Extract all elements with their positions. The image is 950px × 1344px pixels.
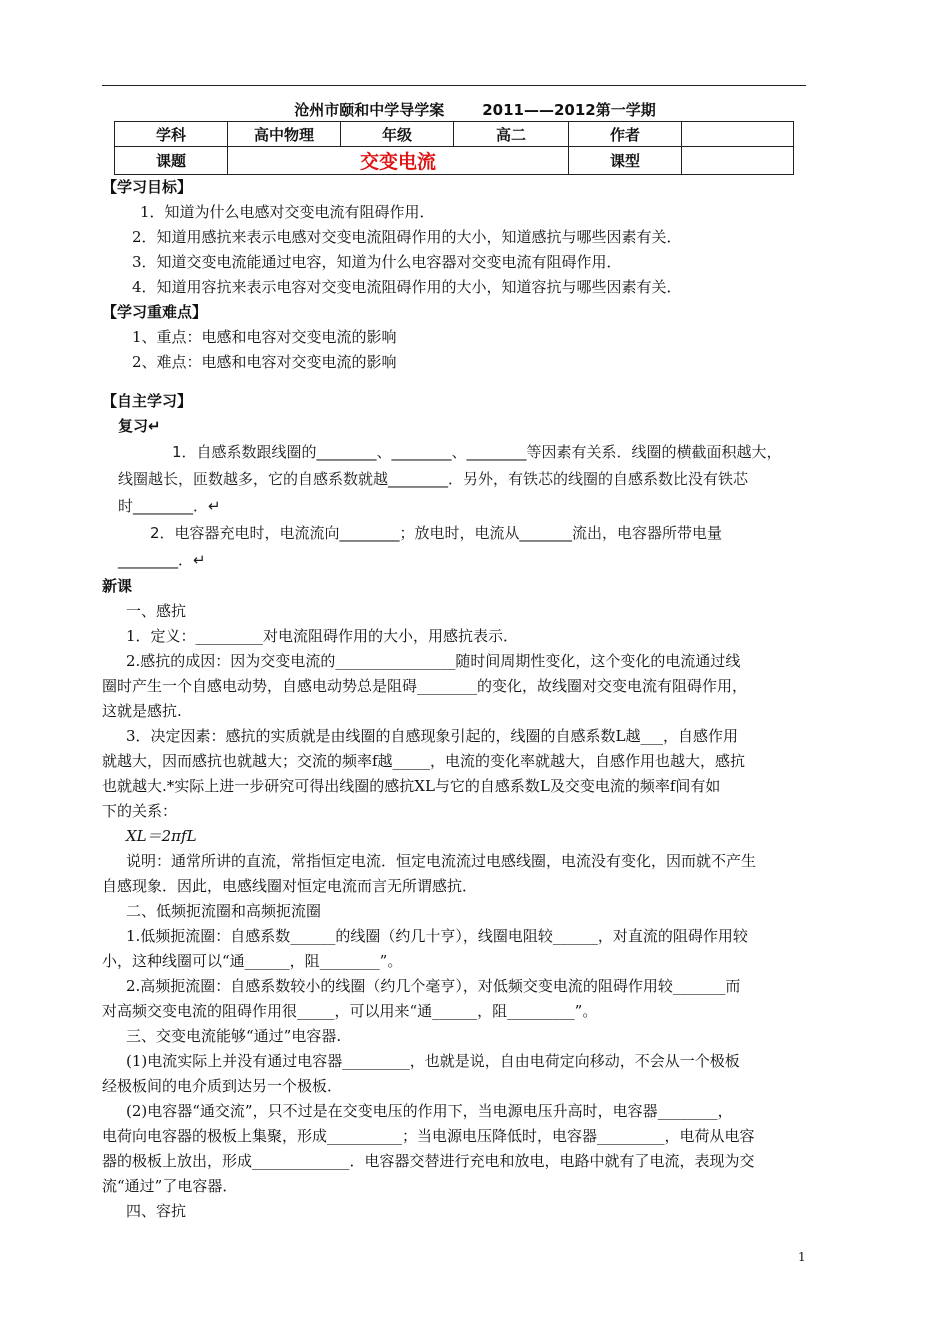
goal-item: 2．知道用感抗来表示电感对交变电流阻碍作用的大小，知道感抗与哪些因素有关． [132,228,682,246]
paragraph-line: (2)电容器“通交流”，只不过是在交变电压的作用下，当电源电压升高时，电容器________， [126,1102,733,1120]
grade-label: 年级 [341,122,454,147]
document-header [0,99,950,120]
self-study-heading: 【自主学习】 [102,392,193,410]
paragraph-line: 电荷向电容器的极板上集聚，形成__________；当电源电压降低时，电容器_________，电荷从电容 [102,1127,755,1145]
paragraph-line: 这就是感抗. [102,702,182,720]
review-label: 复习↵ [118,417,161,435]
paragraph-line: 下的关系： [102,802,178,820]
school-name: 沧州市颐和中学导学案 [294,101,445,119]
document-body [102,175,810,1224]
review-line: 线圈越长，匝数越多，它的自感系数就越________．另外，有铁芯的线圈的自感系数比没有铁芯 [118,470,749,488]
grade-value: 高二 [454,122,569,147]
subject-label: 学科 [115,122,228,147]
paragraph-line: 2.高频扼流圈：自感系数较小的线圈（约几个毫亨），对低频交变电流的阻碍作用较_______而 [126,977,741,995]
key-points-heading: 【学习重难点】 [102,303,208,321]
meta-table [114,121,794,175]
type-label: 课型 [569,147,682,175]
paragraph: 1．定义：_________对电流阻碍作用的大小，用感抗表示． [126,627,519,645]
subject-value: 高中物理 [228,122,341,147]
goal-item: 3．知道交变电流能通过电容，知道为什么电容器对交变电流有阻碍作用． [132,253,622,271]
new-lesson-heading: 新课 [102,577,133,595]
section-title: 一、感抗 [126,602,187,620]
paragraph-line: 经极板间的电介质到达另一个极板． [102,1077,343,1095]
review-line: 2．电容器充电时，电流流向________；放电时，电流从_______流出，电容器所带电量 [150,524,723,542]
paragraph-line: 也就越大.*实际上进一步研究可得出线圈的感抗XL与它的自感系数L及交变电流的频率f间有如 [102,777,721,795]
type-value [682,147,794,175]
paragraph-line: 对高频交变电流的阻碍作用很_____，可以用来“通______，阻_________”。 [102,1002,598,1020]
formula: XL＝2πfL [126,827,197,845]
paragraph-line: 自感现象．因此，电感线圈对恒定电流而言无所谓感抗． [102,877,478,895]
paragraph-line: 就越大，因而感抗也就越大；交流的频率f越_____，电流的变化率就越大，自感作用也越大，感抗 [102,752,746,770]
paragraph-line: 1.低频扼流圈：自感系数______的线圈（约几十亨），线圈电阻较______，对直流的阻碍作用较 [126,927,748,945]
paragraph-line: 圈时产生一个自感电动势，自感电动势总是阻碍________的变化，故线圈对交变电流有阻碍作用， [102,677,748,695]
review-line: 时________．↵ [118,497,221,515]
paragraph-line: 2.感抗的成因：因为交变电流的________________随时间周期性变化，这个变化的电流通过线 [126,652,741,670]
page-number: 1 [798,1250,806,1264]
author-label: 作者 [569,122,682,147]
topic-value: 交变电流 [228,147,569,175]
review-line: 1．自感系数跟线圈的________、________、________等因素有关系．线圈的横截面积越大， [172,443,782,461]
section-title: 四、容抗 [126,1202,187,1220]
paragraph-line: 器的极板上放出，形成_____________．电容器交替进行充电和放电，电路中就有了电流，表现为交 [102,1152,755,1170]
section-title: 二、低频扼流圈和高频扼流圈 [126,902,322,920]
topic-label: 课题 [115,147,228,175]
paragraph-line: 说明：通常所讲的直流，常指恒定电流．恒定电流流过电感线圈，电流没有变化，因而就不产生 [126,852,757,870]
goals-heading: 【学习目标】 [102,178,193,196]
paragraph-line: (1)电流实际上并没有通过电容器_________，也就是说，自由电荷定向移动，不会从一个极板 [126,1052,740,1070]
key-point-item: 1、重点：电感和电容对交变电流的影响 [132,328,397,346]
goal-item: 4．知道用容抗来表示电容对交变电流阻碍作用的大小，知道容抗与哪些因素有关． [132,278,682,296]
paragraph-line: 3．决定因素：感抗的实质就是由线圈的自感现象引起的，线圈的自感系数L越___，自感作用 [126,727,739,745]
paragraph-line: 流“通过”了电容器． [102,1177,238,1195]
school-term: 2011——2012第一学期 [482,101,656,119]
section-title: 三、交变电流能够“通过”电容器. [126,1027,342,1045]
review-line: ________．↵ [118,551,206,569]
key-point-item: 2、难点：电感和电容对交变电流的影响 [132,353,397,371]
goal-item: 1．知道为什么电感对交变电流有阻碍作用． [140,203,435,221]
author-value [682,122,794,147]
header-rule [102,85,806,86]
paragraph-line: 小，这种线圈可以“通______，阻________”。 [102,952,403,970]
